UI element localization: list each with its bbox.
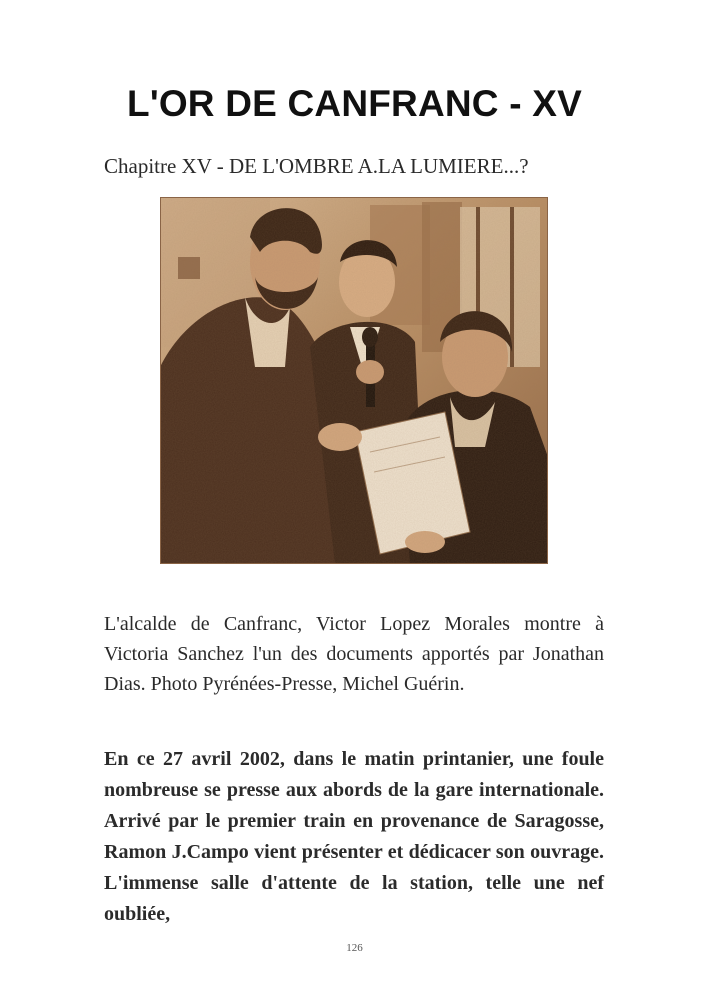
chapter-heading: Chapitre XV - DE L'OMBRE A.LA LUMIERE...?	[104, 154, 529, 178]
photo-caption: L'alcalde de Canfranc, Victor Lopez Morales montre à Victoria Sanchez l'un des documents apportés par Jonathan Dias. Photo Pyrénées-Presse, Michel Guérin.	[104, 613, 604, 695]
newspaper-photo	[160, 197, 548, 564]
page-title: L'OR DE CANFRANC - XV	[127, 83, 582, 124]
page-number: 126	[346, 942, 363, 954]
body-paragraph: En ce 27 avril 2002, dans le matin printanier, une foule nombreuse se presse aux abords de la gare internationale. Arrivé par le premier train en provenance de Saragosse, Ramon J.Campo vient présenter et dédicacer son ouvrage. L'immense salle d'attente de la station, telle une nef oubliée,	[104, 748, 604, 925]
